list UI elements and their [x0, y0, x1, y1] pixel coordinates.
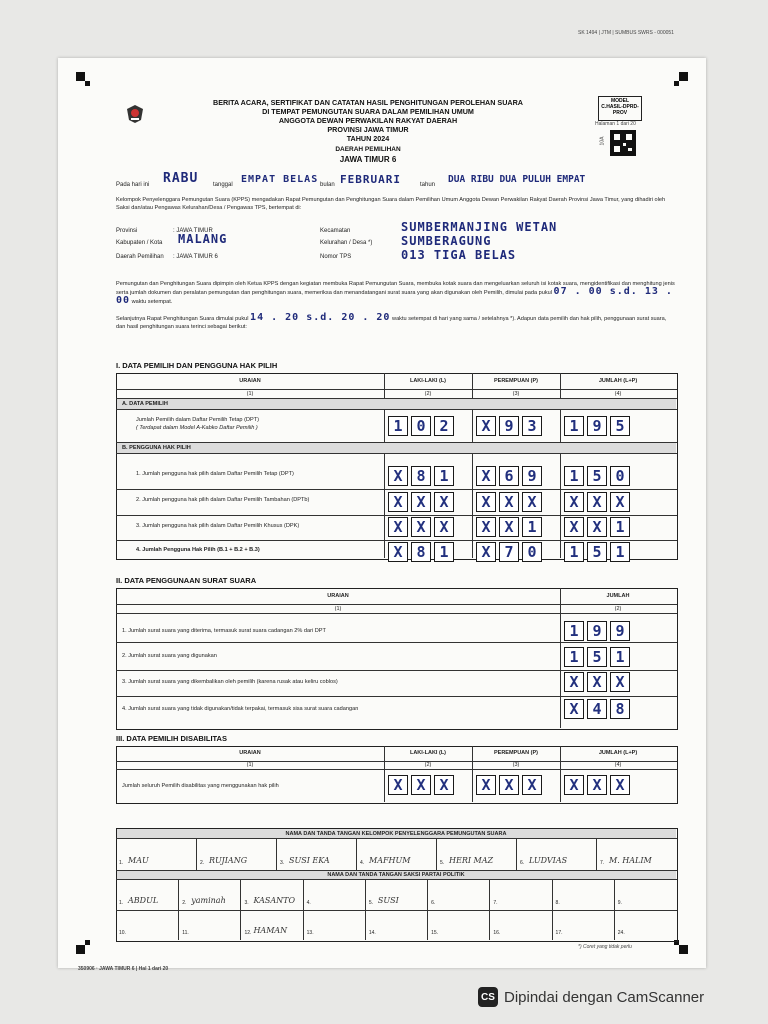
signature-number: 16. [493, 930, 501, 936]
s1-a-jumlah-boxes [564, 416, 630, 436]
signature-number: 4. [360, 860, 365, 866]
s1-col-perempuan: PEREMPUAN (P) [493, 378, 538, 384]
s1-b2: 2. Jumlah pengguna hak pilih dalam Daftar Pemilih Tambahan (DPTb) [136, 497, 310, 503]
signature-number: 11. [182, 930, 189, 936]
s3-col-uraian: URAIAN [239, 750, 261, 756]
qr-side-label: 10A [599, 136, 606, 146]
intro-text: Kelompok Penyelenggara Pemungutan Suara (KPPS) mengadakan Rapat Pemungutan dan Penghitungan Suara dalam Pemilihan Umum Anggota Dewan Perwakilan Rakyat Daerah Provinsi Jawa Timur, yang dihadiri oleh Saksi dan/atau Pengawas Kelurahan/Desa / Pengawas TPS, bertempat di: [116, 197, 666, 211]
signature-number: 3. [280, 860, 285, 866]
digit-box: 9 [587, 621, 607, 641]
s2-r3: 3. Jumlah surat suara yang dikembalikan oleh pemilih (karena rusak atau keliru coblos) [122, 679, 338, 685]
digit-box: X [476, 775, 496, 795]
s1-b3: 3. Jumlah pengguna hak pilih dalam Daftar Pemilih Khusus (DPK) [136, 523, 300, 529]
signature-name: yaminah [191, 896, 226, 905]
signature-number: 1. [119, 900, 124, 906]
signature-cell [196, 839, 277, 870]
digit-box: 1 [564, 621, 584, 641]
digit-box: X [499, 492, 519, 512]
signature-name: HAMAN [253, 926, 288, 935]
s2-r2: 2. Jumlah surat suara yang digunakan [122, 653, 217, 659]
signature-name: M. HALIM [609, 856, 652, 865]
procedure-text1: Pemungutan dan Penghitungan Suara dipimpin oleh Ketua KPPS dengan kegiatan membuka Rapat Pemungutan Suara, membuka kotak suara dan mengeluarkan seluruh isi kotak suara, mengidentifikasi dan menghitung jenis serta jumlah dokumen dan peralatan pemungutan dan penghitungan suara, memeriksa dan menandatangani surat suara yang akan digunakan oleh Pemilih, dimulai pada pukul 07 . 00 s.d. 13 . 00 waktu setempat. [116, 281, 675, 306]
digit-box: X [610, 775, 630, 795]
digit-box: 1 [564, 466, 584, 486]
tps-label: Nomor TPS [320, 254, 352, 260]
s3-col-jumlah: JUMLAH (L+P) [598, 750, 638, 756]
s3-col-laki: LAKI-LAKI (L) [409, 750, 447, 756]
header-line3: ANGGOTA DEWAN PERWAKILAN RAKYAT DAERAH [278, 116, 458, 125]
header-line5: TAHUN 2024 [346, 134, 390, 143]
s1-col-uraian: URAIAN [239, 378, 261, 384]
digit-box: X [476, 466, 496, 486]
signature-cell [356, 839, 437, 870]
camscanner-logo-icon: CS [478, 987, 498, 1007]
signature-name: MAU [128, 856, 149, 865]
section3-title: III. DATA PEMILIH DISABILITAS [116, 734, 227, 743]
s1-b4-laki-boxes [388, 542, 454, 562]
digit-box: 3 [522, 416, 542, 436]
signature-cell [116, 880, 178, 910]
s1-a-perempuan-boxes [476, 416, 542, 436]
signature-name: SUSI EKA [289, 856, 330, 865]
kecamatan-label: Kecamatan [320, 228, 351, 234]
s1-b-title: B. PENGGUNA HAK PILIH [122, 445, 191, 451]
bulan-label: bulan [320, 182, 335, 188]
signature-number: 4. [306, 900, 311, 906]
signature-number: 3. [244, 900, 249, 906]
digit-box: X [476, 416, 496, 436]
digit-box: X [476, 492, 496, 512]
signature-number: 24. [617, 930, 625, 936]
s1-b4-jumlah-boxes [564, 542, 630, 562]
s3-num1: (1) [246, 762, 254, 768]
top-right-code: SK 1494 | JTM | SUMBUS SWRS - 000051 [578, 30, 674, 36]
digit-box: 5 [587, 466, 607, 486]
signature-cell [303, 911, 366, 940]
signature-cell [436, 839, 517, 870]
s3-num3: (3) [512, 762, 520, 768]
signature-cell [614, 880, 677, 910]
s1-b1-perempuan-boxes [476, 466, 542, 486]
signature-name: RUJIANG [209, 856, 248, 865]
kabupaten-value: MALANG [178, 232, 228, 246]
s2-r3-boxes [564, 672, 630, 692]
digit-box: X [411, 492, 431, 512]
digit-box: X [476, 517, 496, 537]
digit-box: 1 [610, 647, 630, 667]
signature-cell [596, 839, 677, 870]
signature-cell [552, 911, 615, 940]
signature-cell [116, 911, 178, 940]
header-line1: BERITA ACARA, SERTIFIKAT DAN CATATAN HASIL PENGHITUNGAN PEROLEHAN SUARA [213, 98, 523, 107]
signature-number: 7. [600, 860, 605, 866]
s2-r1: 1. Jumlah surat suara yang diterima, termasuk surat suara cadangan 2% dari DPT [122, 628, 326, 634]
signature-cell [178, 880, 241, 910]
signature-cell [489, 880, 552, 910]
signature-cell [303, 880, 366, 910]
digit-box: X [587, 775, 607, 795]
digit-box: 5 [610, 416, 630, 436]
section2-title: II. DATA PENGGUNAAN SURAT SUARA [116, 576, 257, 585]
registration-mark [76, 940, 90, 954]
s2-col-uraian: URAIAN [327, 593, 349, 599]
digit-box: X [434, 775, 454, 795]
digit-box: X [564, 775, 584, 795]
digit-box: X [587, 672, 607, 692]
signature-number: 10. [119, 930, 126, 936]
digit-box: 2 [434, 416, 454, 436]
dapil-loc-value: : JAWA TIMUR 6 [173, 254, 218, 260]
bulan-value: FEBRUARI [340, 173, 401, 186]
signature-number: 15. [431, 930, 439, 936]
digit-box: X [388, 542, 408, 562]
s1-b3-perempuan-boxes [476, 517, 542, 537]
s2-col-jumlah: JUMLAH [606, 593, 630, 599]
digit-box: X [434, 492, 454, 512]
model-box: MODEL C.HASIL-DPRD- PROV [598, 96, 642, 121]
s3-r1: Jumlah seluruh Pemilih disabilitas yang menggunakan hak pilih [122, 783, 279, 789]
saksi-signature-row-2 [116, 911, 676, 940]
s2-num2: (2) [614, 606, 622, 612]
s1-b2-perempuan-boxes [476, 492, 542, 512]
digit-box: 1 [388, 416, 408, 436]
procedure-time2: 14 . 20 s.d. 20 . 20 [250, 312, 391, 323]
digit-box: X [564, 672, 584, 692]
digit-box: 7 [499, 542, 519, 562]
digit-box: 1 [434, 466, 454, 486]
digit-box: X [564, 517, 584, 537]
digit-box: 1 [564, 542, 584, 562]
qr-code-icon [610, 130, 636, 156]
digit-box: X [564, 492, 584, 512]
tahun-label: tahun [420, 182, 436, 188]
provinsi-label: Provinsi [116, 228, 138, 234]
digit-box: 0 [610, 466, 630, 486]
signature-cell [240, 880, 303, 910]
digit-box: 8 [411, 542, 431, 562]
s1-b3-laki-boxes [388, 517, 454, 537]
document-page [58, 30, 706, 968]
digit-box: 8 [411, 466, 431, 486]
signature-number: 5. [440, 860, 445, 866]
digit-box: X [388, 517, 408, 537]
watermark-text: Dipindai dengan CamScanner [504, 988, 705, 1006]
signature-name: SUSI [377, 896, 399, 905]
kecamatan-value: SUMBERMANJING WETAN [401, 220, 558, 234]
s1-num4: (4) [614, 391, 622, 397]
digit-box: X [587, 492, 607, 512]
page-info: Halaman 1 dari 20 [595, 121, 636, 127]
digit-box: X [587, 517, 607, 537]
dapil-loc-label: Daerah Pemilihan [116, 254, 164, 260]
signature-cell [276, 839, 357, 870]
s2-r4: 4. Jumlah surat suara yang tidak digunakan/tidak terpakai, termasuk sisa surat suara cadangan [122, 706, 359, 712]
digit-box: 9 [522, 466, 542, 486]
section1-title: I. DATA PEMILIH DAN PENGGUNA HAK PILIH [116, 361, 278, 370]
signature-number: 5. [368, 900, 374, 906]
digit-box: 0 [522, 542, 542, 562]
signature-name: MAFHUM [369, 856, 411, 865]
s1-b1-jumlah-boxes [564, 466, 630, 486]
digit-box: 0 [411, 416, 431, 436]
signature-cell [365, 880, 428, 910]
signature-name: HERI MAZ [449, 856, 494, 865]
dapil-value: JAWA TIMUR 6 [339, 155, 397, 164]
saksi-signature-row-1 [116, 880, 676, 910]
digit-box: 5 [587, 542, 607, 562]
digit-box: 6 [499, 466, 519, 486]
digit-box: X [411, 775, 431, 795]
digit-box: X [564, 699, 584, 719]
pada-hari-label: Pada hari ini [116, 182, 150, 188]
digit-box: X [388, 775, 408, 795]
registration-mark [76, 72, 90, 86]
coret-note: *) Coret yang tidak perlu [578, 944, 632, 950]
s3-num4: (4) [614, 762, 622, 768]
digit-box: X [522, 775, 542, 795]
kpu-logo-icon [126, 104, 144, 124]
signature-number: 6. [520, 860, 525, 866]
s2-num1: (1) [334, 606, 342, 612]
signature-cell [178, 911, 241, 940]
s3-r1-jumlah-boxes [564, 775, 630, 795]
digit-box: 1 [522, 517, 542, 537]
procedure-text2: Selanjutnya Rapat Penghitungan Suara dimulai pukul 14 . 20 s.d. 20 . 20 waktu setempat di hari yang sama / setelahnya *). Adapun data pemilih dan hak pilih, penggunaan surat suara, dan hasil penghitungan suara terinci sebagai berikut: [116, 312, 667, 330]
footer-code: 350906 · JAWA TIMUR 6 | Hal 1 dari 20 [78, 966, 169, 972]
signature-number: 2. [182, 900, 187, 906]
registration-mark [674, 940, 688, 954]
procedure-time1: 07 . 00 s.d. 13 . 00 [116, 286, 673, 306]
signature-number: 8. [555, 900, 560, 906]
registration-mark [674, 72, 688, 86]
signature-number: 14. [368, 930, 376, 936]
s3-r1-laki-boxes [388, 775, 454, 795]
signature-number: 2. [200, 860, 205, 866]
s1-b4: 4. Jumlah Pengguna Hak Pilih (B.1 + B.2 + B.3) [136, 547, 260, 553]
signature-cell [489, 911, 552, 940]
signature-number: 7. [493, 900, 498, 906]
s3-r1-perempuan-boxes [476, 775, 542, 795]
digit-box: X [434, 517, 454, 537]
header-line2: DI TEMPAT PEMUNGUTAN SUARA DALAM PEMILIHAN UMUM [262, 107, 474, 116]
s1-num3: (3) [512, 391, 520, 397]
signature-number: 17. [555, 930, 563, 936]
s1-num1: (1) [246, 391, 254, 397]
signature-cell [240, 911, 303, 940]
kabupaten-label: Kabupaten / Kota [116, 240, 163, 246]
digit-box: X [610, 492, 630, 512]
digit-box: 1 [610, 517, 630, 537]
signature-cell [516, 839, 597, 870]
digit-box: X [522, 492, 542, 512]
tanggal-label: tanggal [213, 182, 233, 188]
digit-box: 1 [564, 647, 584, 667]
header-line4: PROVINSI JAWA TIMUR [327, 125, 409, 134]
signature-number: 13. [306, 930, 314, 936]
kpps-title: NAMA DAN TANDA TANGAN KELOMPOK PENYELENGGARA PEMUNGUTAN SUARA [285, 831, 507, 837]
s1-b3-jumlah-boxes [564, 517, 630, 537]
s1-b4-perempuan-boxes [476, 542, 542, 562]
s3-col-perempuan: PEREMPUAN (P) [493, 750, 538, 756]
s1-b1: 1. Jumlah pengguna hak pilih dalam Daftar Pemilih Tetap (DPT) [136, 471, 294, 477]
digit-box: 1 [564, 416, 584, 436]
digit-box: 1 [610, 542, 630, 562]
tps-value: 013 TIGA BELAS [401, 248, 517, 262]
digit-box: X [610, 672, 630, 692]
digit-box: 5 [587, 647, 607, 667]
s1-a-laki-boxes [388, 416, 454, 436]
kelurahan-label: Kelurahan / Desa *) [320, 240, 373, 246]
digit-box: X [499, 775, 519, 795]
s1-a-title: A. DATA PEMILIH [122, 401, 168, 407]
signature-name: LUDVIAS [529, 856, 568, 865]
signature-name: KASANTO [253, 896, 296, 905]
signature-number: 6. [431, 900, 436, 906]
digit-box: X [388, 492, 408, 512]
signature-cell [427, 880, 490, 910]
s2-r1-boxes [564, 621, 630, 641]
digit-box: X [499, 517, 519, 537]
signature-cell [614, 911, 677, 940]
s1-num2: (2) [424, 391, 432, 397]
signature-cell [552, 880, 615, 910]
kelurahan-value: SUMBERAGUNG [401, 234, 492, 248]
s1-a-row: Jumlah Pemilih dalam Daftar Pemilih Tetap (DPT) [136, 417, 260, 423]
signature-number: 9. [617, 900, 622, 906]
dapil-label: DAERAH PEMILIHAN [335, 146, 401, 153]
signature-cell [365, 911, 428, 940]
camscanner-watermark [478, 983, 750, 1011]
digit-box: 9 [499, 416, 519, 436]
digit-box: 4 [587, 699, 607, 719]
s2-r4-boxes [564, 699, 630, 719]
signature-cell [116, 839, 196, 870]
s3-num2: (2) [424, 762, 432, 768]
signature-number: 1. [119, 860, 124, 866]
digit-box: 9 [610, 621, 630, 641]
hari-value: RABU [163, 171, 199, 186]
s1-a-row-sub: ( Terdapat dalam Model A-Kabko Daftar Pemilih ) [136, 425, 258, 431]
s1-col-laki: LAKI-LAKI (L) [409, 378, 447, 384]
digit-box: 8 [610, 699, 630, 719]
s1-b2-laki-boxes [388, 492, 454, 512]
digit-box: 9 [587, 416, 607, 436]
s1-b2-jumlah-boxes [564, 492, 630, 512]
signature-number: 12. [244, 930, 252, 936]
digit-box: X [476, 542, 496, 562]
tahun-value: DUA RIBU DUA PULUH EMPAT [448, 174, 586, 185]
digit-box: X [411, 517, 431, 537]
s1-col-jumlah: JUMLAH (L+P) [598, 378, 638, 384]
signature-name: ABDUL [128, 896, 159, 905]
s1-b1-laki-boxes [388, 466, 454, 486]
provinsi-value: : JAWA TIMUR [173, 228, 213, 234]
digit-box: X [388, 466, 408, 486]
tanggal-value: EMPAT BELAS [241, 174, 319, 185]
kpps-signature-row [116, 839, 676, 870]
digit-box: 1 [434, 542, 454, 562]
saksi-title: NAMA DAN TANDA TANGAN SAKSI PARTAI POLITIK [327, 872, 465, 878]
s2-r2-boxes [564, 647, 630, 667]
signature-cell [427, 911, 490, 940]
